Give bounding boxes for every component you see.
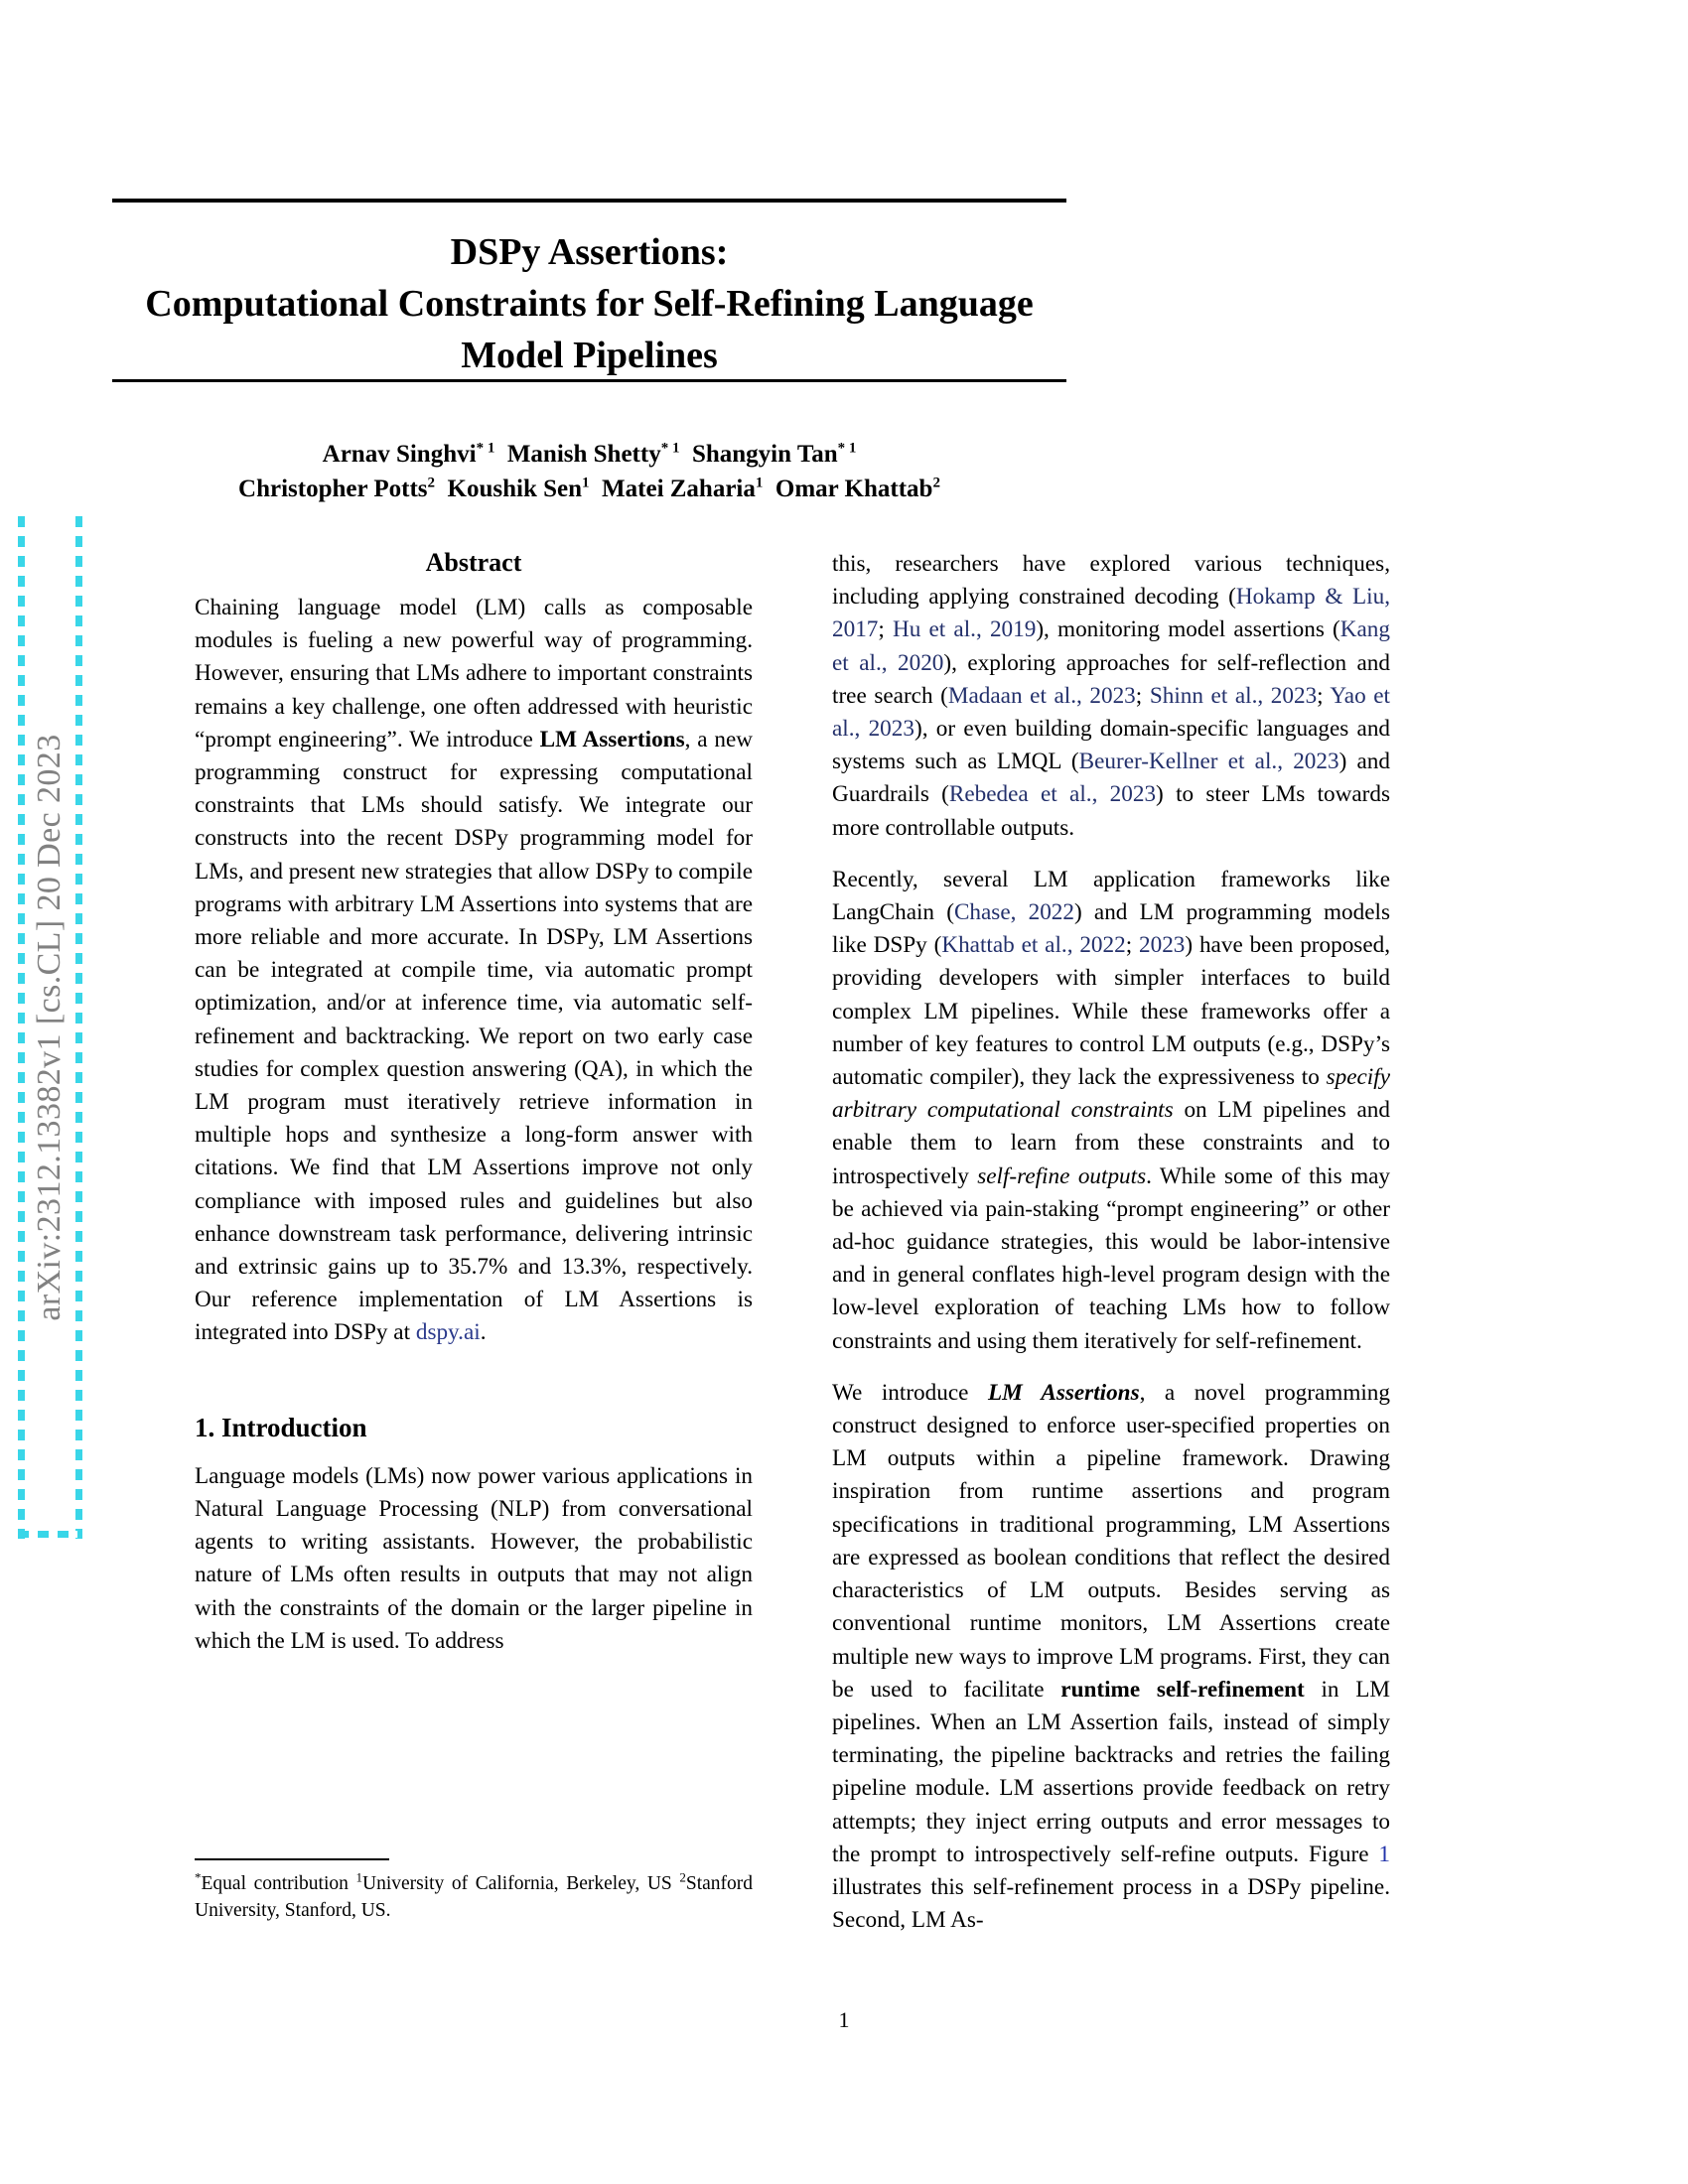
- author-marker: 2: [932, 475, 940, 491]
- author-list: [112, 437, 1066, 506]
- arxiv-stamp: [18, 516, 81, 1539]
- footnote: [195, 1870, 753, 1924]
- rp1-sep-3: ;: [1317, 682, 1331, 709]
- author-marker: 1: [755, 475, 764, 491]
- rp2-sep-1: ;: [1125, 932, 1140, 959]
- dspy-ai-link[interactable]: dspy.ai: [415, 1319, 481, 1346]
- introduction-paragraph-1: Language models (LMs) now power various applications in Natural Language Processing (NLP) from conversational agents to writing assistants. However, the probabilistic nature of LMs often results in outputs that may not align with the constraints of the domain or the larger pipeline in which the LM is used. To address: [195, 1462, 753, 1654]
- rp2-text-c: ) have been proposed, providing developers with simpler interfaces to build complex LM pipelines. While these frameworks offer a number of key features to control LM outputs (e.g., DSPy’s automatic compiler), they lack the expressiveness to: [832, 932, 1390, 1091]
- abstract-text-1: Chaining language model (LM) calls as composable modules is fueling a new powerful way of programming. However, ensuring that LMs adhere to important constraints remains a key challenge, one often addressed with heuristic “prompt engineering”. We introduce: [195, 595, 753, 752]
- citation-rebedea-2023[interactable]: Rebedea et al., 2023: [948, 781, 1157, 808]
- abstract-text-3: .: [480, 1319, 487, 1346]
- footnote-text-b: University of California, Berkeley, US: [361, 1873, 680, 1894]
- author-tan: Shangyin Tan: [691, 441, 838, 468]
- citation-shinn-2023[interactable]: Shinn et al., 2023: [1149, 682, 1318, 709]
- footnote-rule: [195, 1858, 389, 1860]
- author-marker: * 1: [837, 440, 857, 457]
- rp3-text-c: in LM pipelines. When an LM Assertion fails, instead of simply terminating, the pipeline backtracks and retries the failing pipeline module. LM assertions provide feedback on retry attempts; they inject erring outputs and error messages to the prompt to introspectively self-refine outputs. Figure: [832, 1676, 1390, 1867]
- arxiv-stamp-text: arXiv:2312.13382v1 [cs.CL] 20 Dec 2023: [31, 734, 68, 1321]
- abstract-bold-lm-assertions: LM Assertions: [539, 726, 685, 752]
- citation-hokamp-liu-2017[interactable]: Hokamp & Liu, 2017: [832, 584, 1391, 643]
- rp1-sep-1: ;: [878, 616, 893, 643]
- section-heading-introduction: 1. Introduction: [195, 1412, 367, 1442]
- figure-1-reference[interactable]: 1: [1378, 1841, 1390, 1867]
- right-paragraph-1: [832, 548, 1390, 845]
- title-line-1: DSPy Assertions:: [450, 231, 729, 273]
- citation-chase-2022[interactable]: Chase, 2022: [953, 899, 1074, 926]
- author-zaharia: Matei Zaharia: [602, 476, 756, 502]
- rp1-text-a: this, researchers have explored various techniques, including applying constrained decoding (: [832, 551, 1390, 611]
- author-line-1: [112, 437, 1066, 472]
- rp1-text-d: ), or even building domain-specific languages and systems such as LMQL (: [832, 716, 1391, 775]
- footnote-marker-asterisk: *: [195, 1869, 202, 1885]
- right-column: [832, 548, 1390, 1956]
- citation-kang-2020[interactable]: Kang et al., 2020: [832, 616, 1390, 676]
- author-potts: Christopher Potts: [238, 476, 428, 502]
- author-khattab: Omar Khattab: [774, 476, 933, 502]
- right-paragraph-3: [832, 1377, 1390, 1937]
- author-marker: * 1: [476, 440, 495, 457]
- footnote-marker-1: 1: [355, 1869, 362, 1885]
- author-line-2: [112, 472, 1066, 506]
- title-line-2: Computational Constraints for Self-Refining Language Model Pipelines: [145, 283, 1034, 376]
- author-marker: 2: [427, 475, 436, 491]
- rp1-text-c: ), exploring approaches for self-reflection and tree search (: [832, 649, 1390, 709]
- rp3-text-d: illustrates this self-refinement process in a DSPy pipeline. Second, LM As-: [832, 1873, 1390, 1934]
- page-title: [112, 226, 1066, 381]
- citation-yao-2023[interactable]: Yao et al., 2023: [832, 682, 1390, 743]
- footnote-text-a: Equal contribution: [201, 1873, 356, 1894]
- abstract-text-2: , a new programming construct for expressing computational constraints that LMs should satisfy. We integrate our constructs into the recent DSPy programming model for LMs, and present new strategies that allow DSPy to compile programs with arbitrary LM Assertions into systems that are more reliable and more accurate. In DSPy, LM Assertions can be integrated at compile time, via automatic prompt optimization, and/or at inference time, via automatic self-refinement and backtracking. We report on two early case studies for complex question answering (QA), in which the LM program must iteratively retrieve information in multiple hops and synthesize a long-form answer with citations. We find that LM Assertions improve not only compliance with imposed rules and guidelines but also enhance downstream task performance, delivering intrinsic and extrinsic gains up to 35.7% and 13.3%, respectively. Our reference implementation of LM Assertions is integrated into DSPy at: [195, 726, 753, 1346]
- author-singhvi: Arnav Singhvi: [322, 441, 477, 468]
- italic-self-refine-outputs: self-refine outputs: [977, 1162, 1147, 1189]
- footnote-text-c: Stanford University, Stanford, US.: [195, 1873, 753, 1921]
- author-marker: 1: [582, 475, 590, 491]
- citation-khattab-2022[interactable]: Khattab et al., 2022: [941, 932, 1126, 959]
- rp2-text-b: ) and LM programming models like DSPy (: [832, 899, 1390, 959]
- citation-hu-2019[interactable]: Hu et al., 2019: [893, 616, 1037, 643]
- author-sen: Koushik Sen: [447, 476, 583, 502]
- rp1-text-f: ) to steer LMs towards more controllable outputs.: [832, 781, 1390, 841]
- rp3-text-b: , a novel programming construct designed to enforce user-specified properties on LM outputs within a pipeline framework. Drawing inspiration from runtime assertions and program specifications in traditional programming, LM Assertions are expressed as boolean conditions that reflect the desired characteristics of LM outputs. Besides serving as conventional runtime monitors, LM Assertions create multiple new ways to improve LM programs. First, they can be used to facilitate: [832, 1379, 1390, 1703]
- rp3-text-a: We introduce: [832, 1379, 988, 1406]
- rp2-text-e: . While some of this may be achieved via pain-staking “prompt engineering” or other ad-hoc guidance strategies, this would be labor-intensive and in general conflates high-level program design with the low-level exploration of teaching LMs how to follow constraints and using them iteratively for self-refinement.: [832, 1162, 1390, 1354]
- right-paragraph-2: [832, 864, 1390, 1358]
- italic-specify-arbitrary-constraints: specify arbitrary computational constraints: [832, 1064, 1390, 1124]
- footnote-marker-2: 2: [679, 1869, 686, 1885]
- author-shetty: Manish Shetty: [506, 441, 661, 468]
- abstract-body: [195, 592, 753, 1350]
- rp1-text-b: ), monitoring model assertions (: [1036, 616, 1340, 643]
- citation-madaan-2023[interactable]: Madaan et al., 2023: [947, 682, 1136, 709]
- rp2-text-d: on LM pipelines and enable them to learn from these constraints and to introspectively: [832, 1097, 1390, 1189]
- bold-runtime-self-refinement: runtime self-refinement: [1060, 1676, 1305, 1703]
- citation-khattab-2023[interactable]: 2023: [1139, 932, 1186, 959]
- page-number: 1: [838, 2007, 850, 2032]
- rp1-sep-2: ;: [1135, 682, 1150, 709]
- bolditalic-lm-assertions: LM Assertions: [987, 1379, 1140, 1406]
- abstract-heading: Abstract: [425, 548, 522, 577]
- citation-beurer-kellner-2023[interactable]: Beurer-Kellner et al., 2023: [1078, 749, 1339, 775]
- rp2-text-a: Recently, several LM application frameworks like LangChain (: [832, 866, 1390, 926]
- rp1-text-e: ) and Guardrails (: [832, 749, 1390, 808]
- title-rule-top: [112, 199, 1066, 203]
- author-marker: * 1: [660, 440, 680, 457]
- left-column: [195, 548, 753, 1658]
